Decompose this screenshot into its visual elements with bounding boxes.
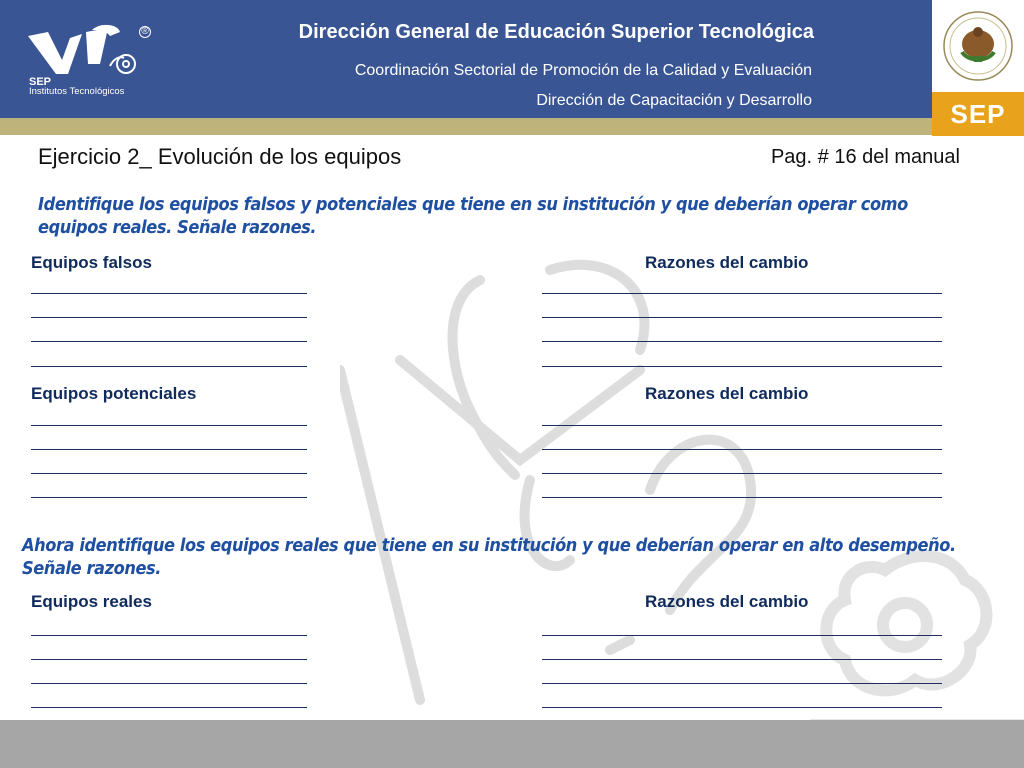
label-potential-teams: Equipos potenciales: [31, 384, 197, 403]
sep-badge: SEP: [932, 92, 1024, 136]
label-change-reasons: Razones del cambio: [645, 384, 809, 403]
header-title: Dirección General de Educación Superior Tecnológica: [298, 21, 814, 43]
blank-line-false-reason[interactable]: [542, 341, 942, 342]
blank-line-potential-reason[interactable]: [542, 449, 942, 450]
blank-line-real-reason[interactable]: [542, 635, 942, 636]
mexican-coat-of-arms-icon: [932, 0, 1024, 92]
blank-line-real-team[interactable]: [31, 683, 307, 684]
label-real-teams: Equipos reales: [31, 592, 152, 611]
manual-page-reference: Pag. # 16 del manual: [770, 146, 960, 168]
blank-line-false-team[interactable]: [31, 293, 307, 294]
blank-line-potential-team[interactable]: [31, 425, 307, 426]
blank-line-false-reason[interactable]: [542, 366, 942, 367]
exercise-title: Ejercicio 2_ Evolución de los equipos: [38, 144, 402, 169]
blank-line-false-team[interactable]: [31, 366, 307, 367]
logo-subtitle-text: Institutos Tecnológicos: [29, 86, 125, 97]
blank-line-false-team[interactable]: [31, 317, 307, 318]
instruction-false-potential-teams: Identifique los equipos falsos y potenciales que tiene en su institución y que deberían operar como equipos reales. Señale razones.: [38, 194, 908, 238]
blank-line-potential-reason[interactable]: [542, 425, 942, 426]
label-change-reasons: Razones del cambio: [645, 592, 809, 611]
instruction-real-teams: Ahora identifique los equipos reales que tiene en su institución y que deberían operar en alto desempeño. Señale razones.: [22, 535, 956, 579]
blank-line-real-reason[interactable]: [542, 683, 942, 684]
label-false-teams: Equipos falsos: [31, 253, 152, 272]
blank-line-real-team[interactable]: [31, 659, 307, 660]
blank-line-real-reason[interactable]: [542, 659, 942, 660]
blank-line-potential-reason[interactable]: [542, 473, 942, 474]
blank-line-false-team[interactable]: [31, 341, 307, 342]
blank-line-false-reason[interactable]: [542, 293, 942, 294]
label-change-reasons: Razones del cambio: [645, 253, 809, 272]
background-figure-illustration: [340, 250, 1024, 720]
footer-bar: [0, 720, 1024, 768]
it-logo-icon: [26, 24, 136, 76]
blank-line-false-reason[interactable]: [542, 317, 942, 318]
blank-line-potential-team[interactable]: [31, 449, 307, 450]
seal-container: [932, 0, 1024, 92]
sep-it-logo: [26, 24, 156, 98]
blank-line-real-team[interactable]: [31, 635, 307, 636]
blank-line-potential-reason[interactable]: [542, 497, 942, 498]
logo-brand-text: SEP: [29, 76, 52, 88]
blank-line-real-team[interactable]: [31, 707, 307, 708]
blank-line-potential-team[interactable]: [31, 473, 307, 474]
header-subtitle-direction: Dirección de Capacitación y Desarrollo: [536, 92, 812, 109]
blank-line-real-reason[interactable]: [542, 707, 942, 708]
blank-line-potential-team[interactable]: [31, 497, 307, 498]
registered-mark: ®: [139, 26, 151, 38]
header-subtitle-coordination: Coordinación Sectorial de Promoción de la Calidad y Evaluación: [354, 62, 812, 79]
header-banner: [0, 0, 932, 118]
header-stripe: [0, 118, 932, 135]
